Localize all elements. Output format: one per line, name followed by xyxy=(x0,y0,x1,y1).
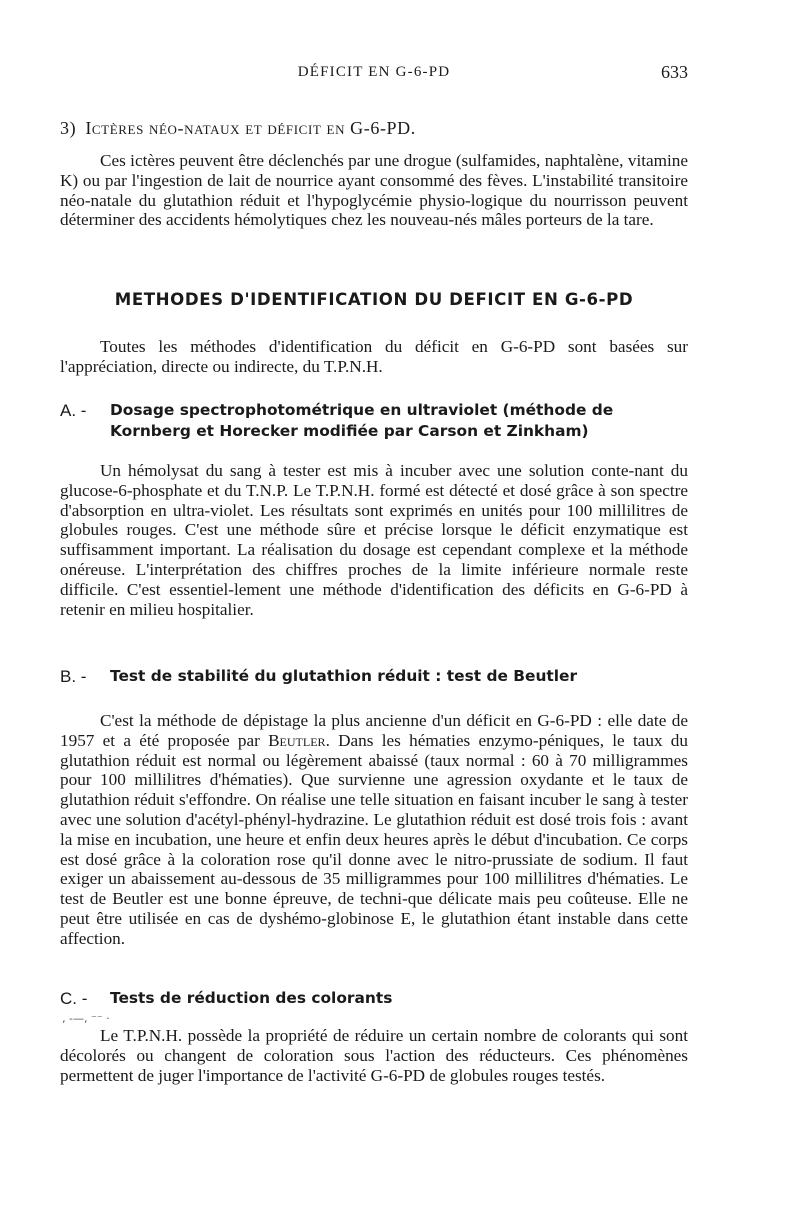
running-head xyxy=(60,62,688,86)
section-3-heading-text: Ictères néo-nataux et déficit en G-6-PD. xyxy=(85,118,416,138)
method-a-title: Dosage spectrophotométrique en ultraviolet (méthode de Kornberg et Horecker modifiée par Carson et Zinkham) xyxy=(110,401,614,440)
method-c-body xyxy=(60,1026,688,1085)
running-title: DÉFICIT EN G-6-PD xyxy=(297,64,451,80)
section-3-body xyxy=(60,151,688,230)
method-b-paragraph xyxy=(60,711,688,949)
section-3-paragraph: Ces ictères peuvent être déclenchés par une drogue (sulfamides, naphtalène, vitamine K) ou par l'ingestion de lait de nourrice ayant consommé des fèves. L'instabilité transitoire néo-natale du glutathion réduit et l'hypoglycémie physio-logique du nourrisson peuvent déterminer des accidents hémolytiques chez les nouveau-nés mâles porteurs de la tare. xyxy=(60,151,688,230)
method-a-body xyxy=(60,461,688,619)
method-c-paragraph: Le T.P.N.H. possède la propriété de réduire un certain nombre de colorants qui sont décolorés ou changent de coloration sous l'action des réducteurs. Ces phénomènes permettent de juger l'importance de l'activité G-6-PD de globules rouges testés. xyxy=(60,1026,688,1085)
page-number: 633 xyxy=(661,62,688,82)
scan-speck-mark: ‚ -—, ⁻⁻ · xyxy=(62,1012,110,1025)
methods-intro-block xyxy=(60,337,688,377)
methods-section-title: METHODES D'IDENTIFICATION DU DEFICIT EN G-6-PD xyxy=(114,290,634,309)
method-a-paragraph: Un hémolysat du sang à tester est mis à incuber avec une solution conte-nant du glucose-6-phosphate et du T.N.P. Le T.P.N.H. formé est détecté et dosé grâce à son spectre d'absorption en ultra-violet. Les résultats sont exprimés en unités pour 100 millilitres de globules rouges. C'est une méthode sûre et précise lorsque le déficit enzymatique est suffisamment important. La réalisation du dosage est cependant complexe et la méthode onéreuse. L'interprétation des chiffres proches de la limite inférieure normale reste difficile. C'est essentiel-lement une méthode d'identification des déficits en G-6-PD à retenir en milieu hospitalier. xyxy=(60,461,688,619)
section-3-number: 3) xyxy=(60,118,77,138)
method-b-title: Test de stabilité du glutathion réduit : test de Beutler xyxy=(110,667,578,685)
method-b-letter: B. - xyxy=(60,667,87,686)
method-c-title: Tests de réduction des colorants xyxy=(110,989,393,1007)
method-b-heading xyxy=(60,666,688,687)
author-beutler: Beutler xyxy=(268,730,326,750)
method-b-text-part2: . Dans les hématies enzymo-péniques, le taux du glutathion réduit est normal ou légèrement abaissé (taux normal : 60 à 70 milligrammes pour 100 millilitres d'hématies). Que survienne une agression oxydante et le taux de glutathion réduit s'effondre. On réalise une telle situation en faisant incuber le sang à tester avec une solution d'acétyl-phényl-hydrazine. Le glutathion réduit est dosé trois fois : avant la mise en incubation, une heure et enfin deux heures après le début d'incubation. Ce corps est dosé grâce à la coloration rose qu'il donne avec le nitro-prussiate de sodium. Il faut exiger un abaissement au-dessous de 35 milligrammes pour 100 millilitres d'hématies. Le test de Beutler est une bonne épreuve, de techni-que délicate mais peu coûteuse. Elle ne peut être utilisée en cas de dyshémo-globinose E, le glutathion étant instable dans cette affection. xyxy=(60,730,688,948)
section-3-heading xyxy=(60,118,688,139)
method-b-text-part1: C'est la méthode de dépistage la plus ancienne d'un déficit en G-6-PD : elle date de 1957 et a été proposée par xyxy=(60,711,688,750)
method-c-heading xyxy=(60,988,688,1009)
method-a-heading xyxy=(60,400,688,442)
method-c-letter: C. - xyxy=(60,989,88,1008)
method-b-body xyxy=(60,711,688,949)
methods-intro-paragraph: Toutes les méthodes d'identification du déficit en G-6-PD sont basées sur l'appréciation, directe ou indirecte, du T.P.N.H. xyxy=(60,337,688,376)
method-a-letter: A. - xyxy=(60,401,87,420)
